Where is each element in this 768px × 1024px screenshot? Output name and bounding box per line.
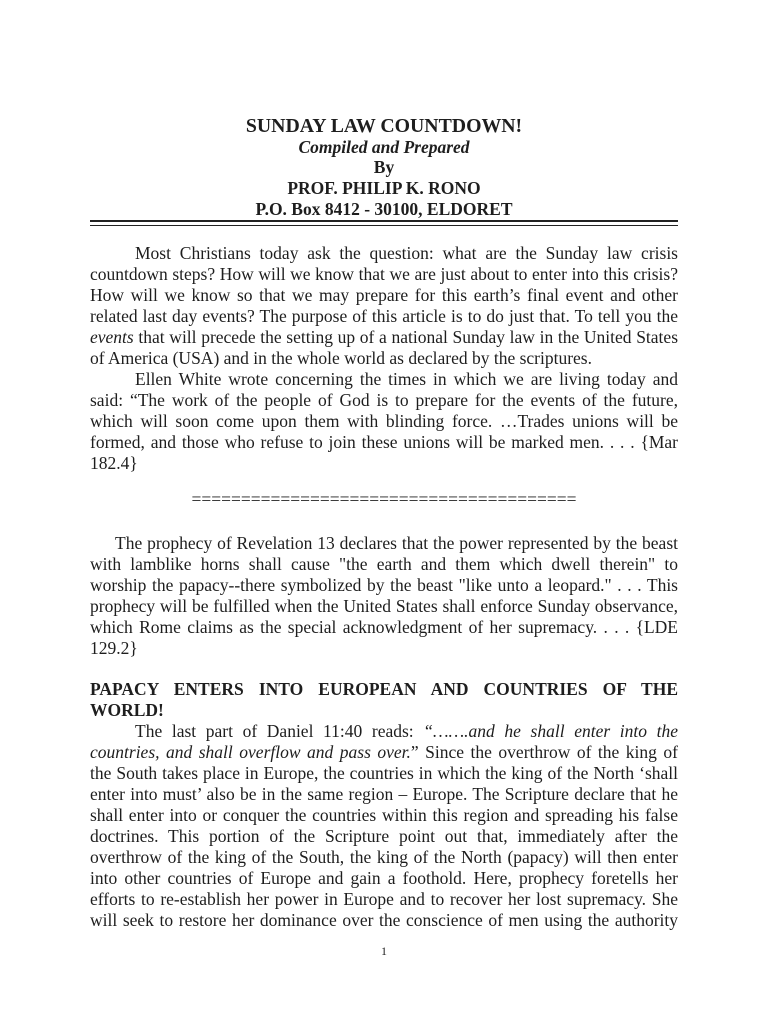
text-line bbox=[90, 617, 678, 638]
italic-text-run: countries, and shall overflow and pass over. bbox=[90, 741, 411, 762]
header-double-rule bbox=[90, 220, 678, 226]
text-line bbox=[90, 910, 678, 931]
text-run: the South takes place in Europe, the countries in which the king of the North ‘shall bbox=[90, 762, 678, 783]
text-run: Most Christians today ask the question: what are the Sunday law crisis bbox=[135, 242, 678, 263]
text-line bbox=[90, 306, 678, 327]
text-run: PAPACY ENTERS INTO EUROPEAN AND COUNTRIES OF THE bbox=[90, 678, 678, 699]
text-line bbox=[90, 285, 678, 306]
daniel-paragraph bbox=[90, 721, 678, 931]
text-line bbox=[90, 348, 678, 369]
text-line bbox=[90, 700, 678, 721]
text-run: WORLD! bbox=[90, 699, 164, 720]
text-line bbox=[90, 575, 678, 596]
text-line bbox=[90, 327, 678, 348]
ellen-white-paragraph bbox=[90, 369, 678, 474]
page-number: 1 bbox=[381, 944, 387, 958]
text-line bbox=[90, 264, 678, 285]
text-line bbox=[90, 763, 678, 784]
author-name: PROF. PHILIP K. RONO bbox=[287, 178, 481, 199]
italic-text-run: “…….and he shall enter into the bbox=[423, 720, 678, 741]
text-run: worship the papacy--there symbolized by the beast "like unto a leopard." . . . This bbox=[90, 574, 678, 595]
text-line bbox=[90, 554, 678, 575]
text-run: shall enter into or conquer the countries within this region and spreading his false bbox=[90, 804, 678, 825]
document-title: SUNDAY LAW COUNTDOWN! bbox=[245, 115, 523, 137]
text-run: that will precede the setting up of a national Sunday law in the United States bbox=[133, 326, 678, 347]
text-run: will seek to restore her dominance over the conscience of men using the authority bbox=[90, 909, 678, 930]
text-line bbox=[90, 596, 678, 617]
text-run: Ellen White wrote concerning the times in which we are living today and bbox=[135, 369, 678, 390]
intro-section bbox=[90, 243, 678, 475]
document-subtitle: Compiled and Prepared bbox=[298, 136, 470, 157]
text-line bbox=[90, 390, 678, 411]
revelation-section bbox=[90, 533, 678, 659]
text-run: said: “The work of the people of God is to prepare for the events of the future, bbox=[90, 390, 678, 411]
text-run: overthrow of the king of the South, the king of the North (papacy) will then enter bbox=[90, 846, 678, 867]
text-run: The last part of Daniel 11:40 reads: bbox=[135, 720, 424, 741]
text-line bbox=[90, 243, 678, 264]
text-line bbox=[90, 533, 678, 554]
intro-paragraph bbox=[90, 243, 678, 370]
text-run: 182.4} bbox=[90, 453, 138, 474]
document-header bbox=[90, 116, 678, 220]
text-line bbox=[90, 638, 678, 659]
text-line bbox=[90, 742, 678, 763]
text-run: which Rome claims as the special acknowledgment of her supremacy. . . . {LDE bbox=[90, 616, 678, 637]
text-run: enter into must’ also be in the same region – Europe. The Scripture declare that he bbox=[90, 783, 678, 804]
text-line bbox=[90, 805, 678, 826]
separator-line: ======================================= bbox=[191, 489, 577, 509]
italic-text-run: events bbox=[90, 326, 134, 347]
section-heading bbox=[90, 679, 678, 721]
text-run: countdown steps? How will we know that we are just about to enter into this crisis? bbox=[90, 263, 678, 284]
text-line bbox=[90, 411, 678, 432]
text-line bbox=[90, 369, 678, 390]
text-run: How will we know so that we may prepare for this earth’s final event and other bbox=[90, 284, 678, 305]
text-run: 129.2} bbox=[90, 637, 138, 658]
byline-label: By bbox=[373, 157, 395, 178]
text-line bbox=[90, 721, 678, 742]
text-run: prophecy will be fulfilled when the United States shall enforce Sunday observance, bbox=[90, 595, 678, 616]
text-run: with lamblike horns shall cause "the earth and them which dwell therein" to bbox=[90, 553, 678, 574]
text-line bbox=[90, 679, 678, 700]
text-line bbox=[90, 784, 678, 805]
text-run: ” Since the overthrow of the king of bbox=[410, 741, 678, 762]
text-run: doctrines. This portion of the Scripture point out that, immediately after the bbox=[90, 825, 678, 846]
author-address: P.O. Box 8412 - 30100, ELDORET bbox=[255, 198, 513, 219]
text-line bbox=[90, 847, 678, 868]
text-run: The prophecy of Revelation 13 declares that the power represented by the beast bbox=[115, 532, 678, 553]
text-run: related last day events? The purpose of this article is to do just that. To tell you the bbox=[90, 305, 678, 326]
text-run: which will soon come upon them with blinding force. …Trades unions will be bbox=[90, 411, 678, 432]
text-line bbox=[90, 453, 678, 474]
papacy-section bbox=[90, 679, 678, 931]
text-line bbox=[90, 868, 678, 889]
text-line bbox=[90, 889, 678, 910]
revelation-13-paragraph bbox=[90, 533, 678, 659]
text-run: into other countries of Europe and gain a foothold. Here, prophecy foretells her bbox=[90, 867, 678, 888]
text-run: of America (USA) and in the whole world as declared by the scriptures. bbox=[90, 347, 592, 368]
text-line bbox=[90, 826, 678, 847]
text-line bbox=[90, 432, 678, 453]
text-run: formed, and those who refuse to join these unions will be marked men. . . . {Mar bbox=[90, 432, 678, 453]
text-run: efforts to re-establish her power in Europe and to recover her lost supremacy. She bbox=[90, 888, 678, 909]
